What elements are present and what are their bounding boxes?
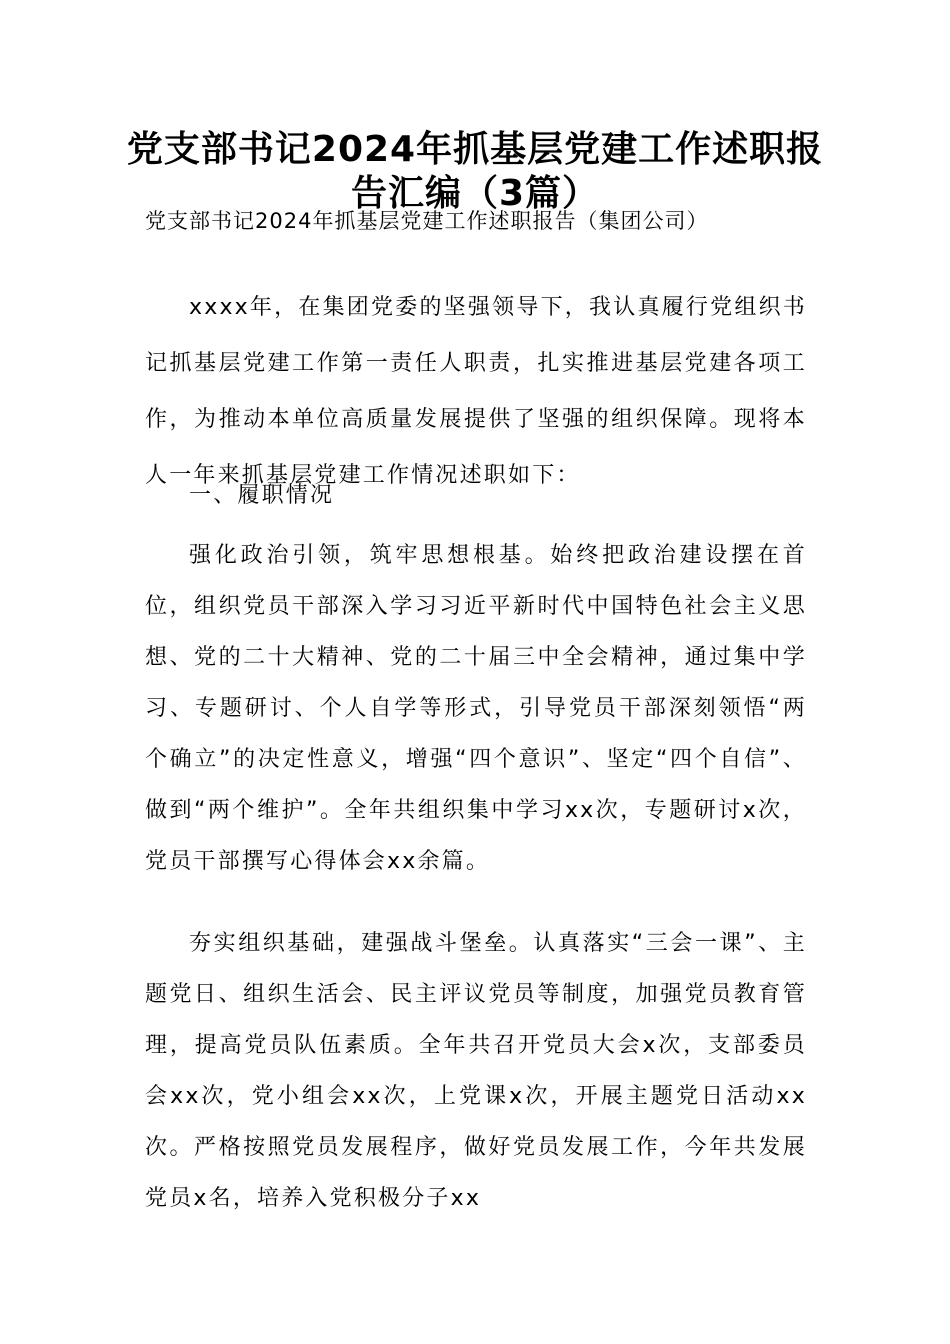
organization-paragraph: 夯实组织基础，建强战斗堡垒。认真落实“三会一课”、主题党日、组织生活会、民主评议党员等制度，加强党员教育管理，提高党员队伍素质。全年共召开党员大会x次，支部委员会xx次，党小组会xx次，上党课x次，开展主题党日活动xx次。严格按照党员发展程序，做好党员发展工作，今年共发展党员x名，培养入党积极分子xx — [145, 931, 807, 1211]
intro-paragraph: xxxx年，在集团党委的坚强领导下，我认真履行党组织书记抓基层党建工作第一责任人职责，扎实推进基层党建各项工作，为推动本单位高质量发展提供了坚强的组织保障。现将本人一年来抓基层党建工作情况述职如下： — [145, 295, 807, 488]
document-subtitle: 党支部书记2024年抓基层党建工作述职报告（集团公司） — [145, 209, 709, 233]
political-paragraph: 强化政治引领，筑牢思想根基。始终把政治建设摆在首位，组织党员干部深入学习习近平新时代中国特色社会主义思想、党的二十大精神、党的二十届三中全会精神，通过集中学习、专题研讨、个人自学等形式，引导党员干部深刻领悟“两个确立”的决定性意义，增强“四个意识”、坚定“四个自信”、做到“两个维护”。全年共组织集中学习xx次，专题研讨x次，党员干部撰写心得体会xx余篇。 — [145, 543, 807, 874]
document-title: 党支部书记2024年抓基层党建工作述职报告汇编（3篇） — [126, 129, 824, 214]
section-heading: 一、履职情况 — [189, 483, 335, 508]
